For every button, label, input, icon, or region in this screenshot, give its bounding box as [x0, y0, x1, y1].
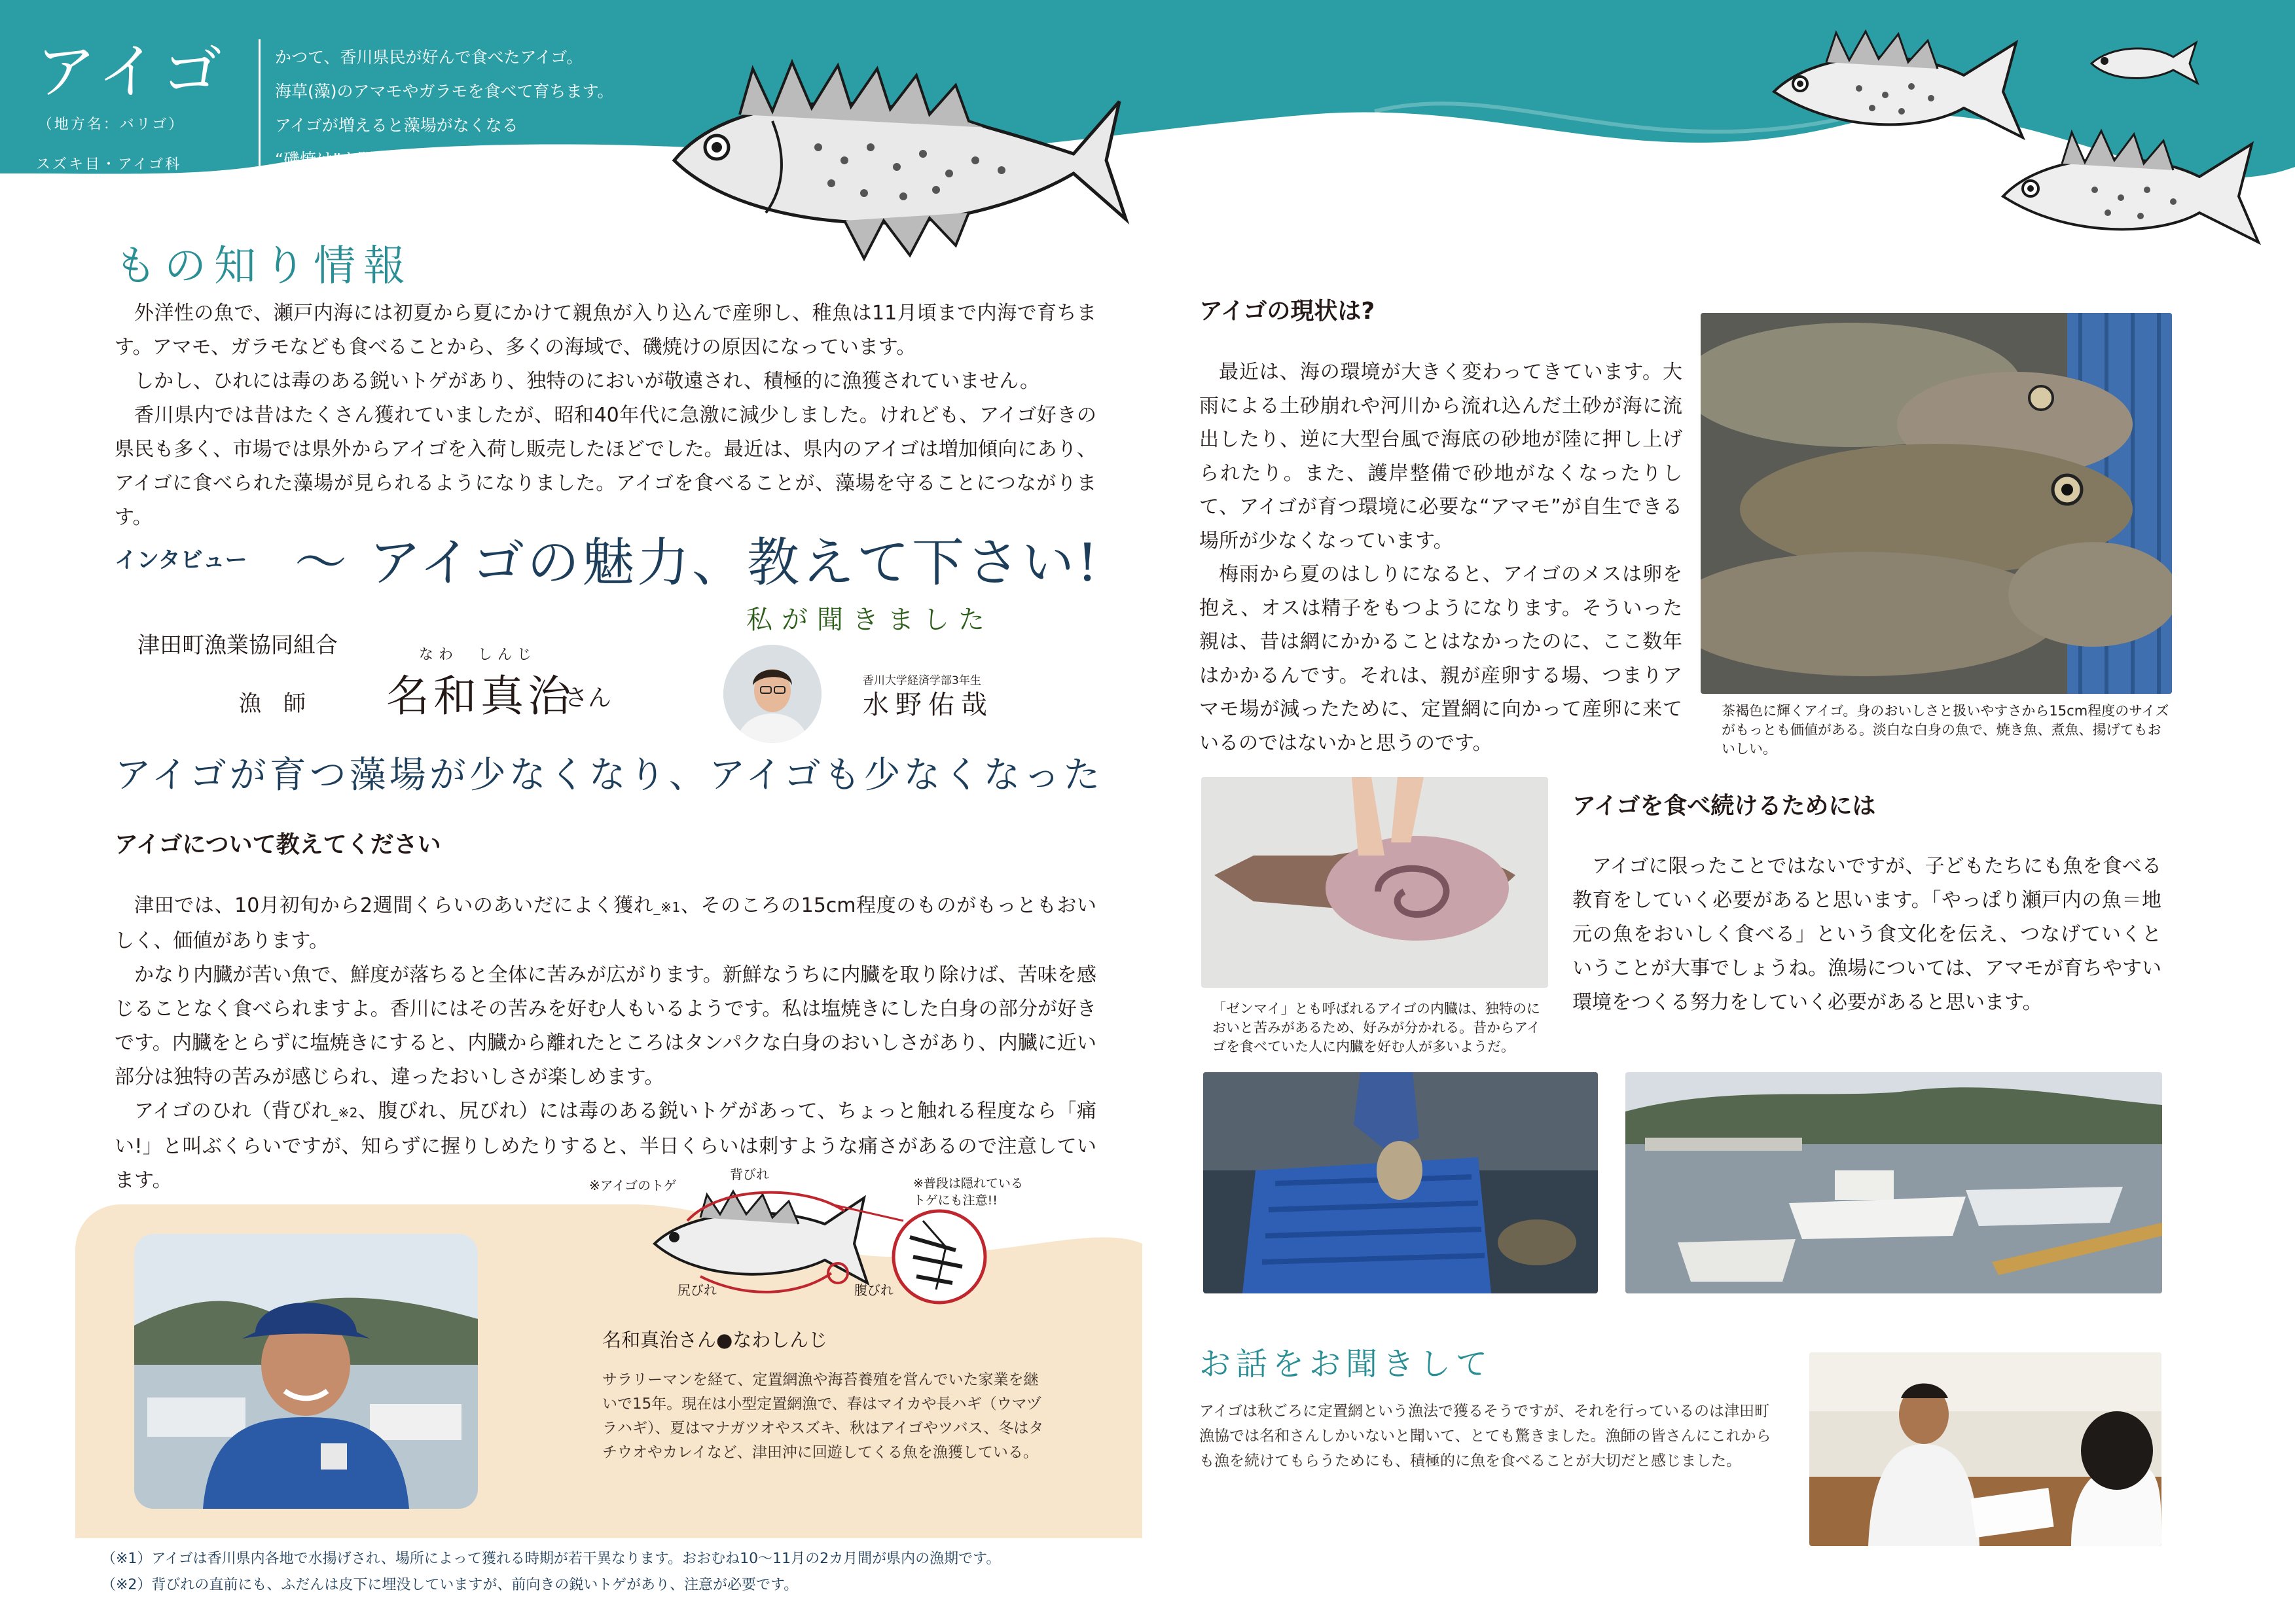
q1-paragraph: かなり内臓が苦い魚で、鮮度が落ちると全体に苦みが広がります。新鮮なうちに内臓を取り除けば、苦味を感じることなく食べられますよ。香川にはその苦みを好む人もいるようです。私は塩焼きにした白身の部分が好きです。内臓をとらずに塩焼きにすると、内臓から離れたところはタンパクな白身のおいしさがあり、内臓に近い部分は独特の苦みが感じられ、違ったおいしさが楽しめます。	[115, 964, 1096, 1089]
status-body	[1199, 355, 1682, 760]
interview-title: 〜 アイゴの魅力、教えて下さい!	[295, 532, 1101, 593]
trivia-paragraph: 香川県内では昔はたくさん獲れていましたが、昭和40年代に急激に減少しました。けれども、アイゴ好きの県民も多く、市場では県外からアイゴを入荷し販売したほどでした。最近は、県内のアイゴは増加傾向にあり、アイゴに食べられた藻場が見られるようになりました。アイゴを食べることが、藻場を守ることにつながります。	[115, 404, 1096, 529]
fish-illustration-small-2	[2085, 36, 2203, 88]
intro-line: 海草(藻)のアマモやガラモを食べて育ちます。	[275, 82, 614, 101]
intro-line: かつて、香川県民が好んで食べたアイゴ。	[275, 48, 583, 67]
interviewee-honorific: さん	[564, 685, 612, 712]
intro-text	[275, 41, 614, 177]
q1-body	[115, 889, 1096, 1198]
q1-paragraph: 津田では、10月初旬から2週間くらいのあいだによく獲れ_※1、そのころの15cm程度のものがもっともおいしく、価値があります。	[115, 894, 1096, 952]
footnote-mark-1: _※1	[653, 899, 681, 915]
profile-name-line: 名和真治さん●なわしんじ	[602, 1329, 828, 1351]
footnotes	[101, 1546, 1000, 1598]
fin-label-anal: 尻びれ	[678, 1282, 717, 1298]
fish-basket-photo-icon	[1203, 1072, 1598, 1293]
footnote-mark-2: _※2	[331, 1105, 358, 1121]
continue-text: アイゴに限ったことではないですが、子どもたちにも魚を食べる教育をしていく必要があると思います。「やっぱり瀬戸内の魚＝地元の魚をおいしく食べる」という食文化を伝え、つなげていくということが大事でしょうね。漁場については、アマモが育ちやすい環境をつくる努力をしていく必要があると思います。	[1572, 855, 2161, 1014]
fin-diagram-title: ※アイゴのトゲ	[589, 1178, 677, 1193]
fish-crate-photo	[1701, 313, 2172, 694]
intro-line: “磯焼け”も問題になっています。	[275, 150, 520, 169]
fish-pile-photo-icon	[1701, 313, 2172, 694]
q1-paragraph: アイゴのひれ（背びれ_※2、腹びれ、尻びれ）には毒のある鋭いトゲがあって、ちょっと触れる程度なら「痛い!」と叫ぶくらいですが、知らずに握りしめたりすると、半日くらいは刺すような痛さがあるので注意しています。	[115, 1100, 1096, 1192]
fish-illustration-medium	[1990, 124, 2278, 255]
crate-handling-photo	[1203, 1072, 1598, 1293]
species-title-block	[36, 36, 232, 173]
status-heading: アイゴの現状は?	[1199, 298, 1375, 325]
profile-text: サラリーマンを経て、定置網漁や海苔養殖を営んでいた家業を継いで15年。現在は小型定置網漁で、春はマイカや長ハギ（ウマヅラハギ）、夏はマナガツオやスズキ、秋はアイゴやツバス、冬はタチウオやカレイなど、津田沖に回遊してくる魚を漁獲している。	[602, 1371, 1044, 1461]
interviewer-name: 水野佑哉	[863, 690, 994, 720]
trivia-body	[115, 297, 1096, 535]
classification: スズキ目・アイゴ科	[36, 156, 182, 173]
interviewer-affiliation: 香川大学経済学部3年生	[863, 674, 981, 687]
fin-label-dorsal: 背びれ	[730, 1166, 769, 1182]
fisherman-portrait	[134, 1234, 478, 1509]
continue-heading: アイゴを食べ続けるためには	[1572, 793, 1876, 820]
interviewee-role: 漁 師	[239, 691, 306, 717]
fish-crate-caption: 茶褐色に輝くアイゴ。身のおいしさと扱いやすさから15cm程度のサイズがもっとも価値がある。淡白な白身の魚で、焼き魚、煮魚、揚げてもおいしい。	[1722, 703, 2169, 757]
fin-hidden-note: ※普段は隠れている トゲにも注意!!	[913, 1176, 1023, 1208]
trivia-heading: もの知り情報	[115, 242, 413, 291]
interview-label: インタビュー	[115, 547, 247, 573]
organ-caption: 「ゼンマイ」とも呼ばれるアイゴの内臓は、独特のにおいと苦みがあるため、好みが分かれる。昔からアイゴを食べていた人に内臓を好む人が多いようだ。	[1212, 1001, 1541, 1055]
fisherman-photo-icon	[134, 1234, 478, 1509]
trivia-paragraph: しかし、ひれには毒のある鋭いトゲがあり、独特のにおいが敬遠され、積極的に漁獲されていません。	[134, 370, 1039, 393]
interviewee-name-ruby: なわ しんじ	[419, 647, 537, 663]
interviewee-name: 名和真治	[386, 671, 575, 721]
intro-line: アイゴが増えると藻場がなくなる	[275, 116, 518, 135]
fin-diagram	[589, 1159, 1047, 1309]
interviewer-avatar	[723, 645, 822, 743]
header-divider	[259, 39, 261, 177]
footnote: （※1）アイゴは香川県内各地で水揚げされ、場所によって獲れる時期が若干異なります。おおむね10〜11月の2カ月間が県内の漁期です。	[101, 1551, 1001, 1567]
harbor-photo	[1625, 1072, 2162, 1293]
interview-scene-photo	[1809, 1352, 2161, 1546]
q1-heading: アイゴについて教えてください	[115, 831, 441, 858]
footnote: （※2）背びれの直前にも、ふだんは皮下に埋没していますが、前向きの鋭いトゲがあり、注意が必要です。	[101, 1577, 799, 1593]
status-paragraph: 梅雨から夏のはしりになると、アイゴのメスは卵を抱え、オスは精子をもつようになります。そういった親は、昔は網にかかることはなかったのに、ここ数年はかかるんです。それは、親が産卵する場、つまりアマモ場が減ったために、定置網に向かって産卵に来ているのではないかと思うのです。	[1199, 563, 1682, 755]
interview-scene-photo-icon	[1809, 1352, 2161, 1546]
fin-label-pelvic: 腹びれ	[854, 1282, 894, 1298]
afterword-text: アイゴは秋ごろに定置網という漁法で獲るそうですが、それを行っているのは津田町漁協では名和さんしかいないと聞いて、とても驚きました。漁師の皆さんにこれからも漁を続けてもらうためにも、積極的に魚を食べることが大切だと感じました。	[1199, 1403, 1771, 1470]
fish-illustration-large	[648, 49, 1132, 265]
trivia-paragraph: 外洋性の魚で、瀬戸内海には初夏から夏にかけて親魚が入り込んで産卵し、稚魚は11月頃まで内海で育ちます。アマモ、ガラモなども食べることから、多くの海域で、磯焼けの原因になっています。	[115, 302, 1096, 359]
interviewer-heading: 私が聞きました	[746, 605, 994, 635]
afterword-heading: お話をお聞きして	[1199, 1346, 1493, 1382]
fish-innards-photo-icon	[1201, 777, 1548, 988]
status-paragraph: 最近は、海の環境が大きく変わってきています。大雨による土砂崩れや河川から流れ込んだ土砂が海に流出したり、逆に大型台風で海底の砂地が陸に押し上げられたり。また、護岸整備で砂地がなくなったりして、アイゴが育つ環境に必要な“アマモ”が自生できる場所が少なくなっています。	[1199, 361, 1682, 552]
species-name: アイゴ	[36, 37, 229, 107]
organ-photo	[1201, 777, 1548, 988]
interviewee-org: 津田町漁業協同組合	[137, 632, 338, 659]
local-name: （地方名：バリゴ）	[37, 117, 185, 133]
interview-headline: アイゴが育つ藻場が少なくなり、アイゴも少なくなった	[115, 754, 1104, 797]
harbor-boats-photo-icon	[1625, 1072, 2162, 1293]
student-portrait-icon	[723, 645, 822, 743]
